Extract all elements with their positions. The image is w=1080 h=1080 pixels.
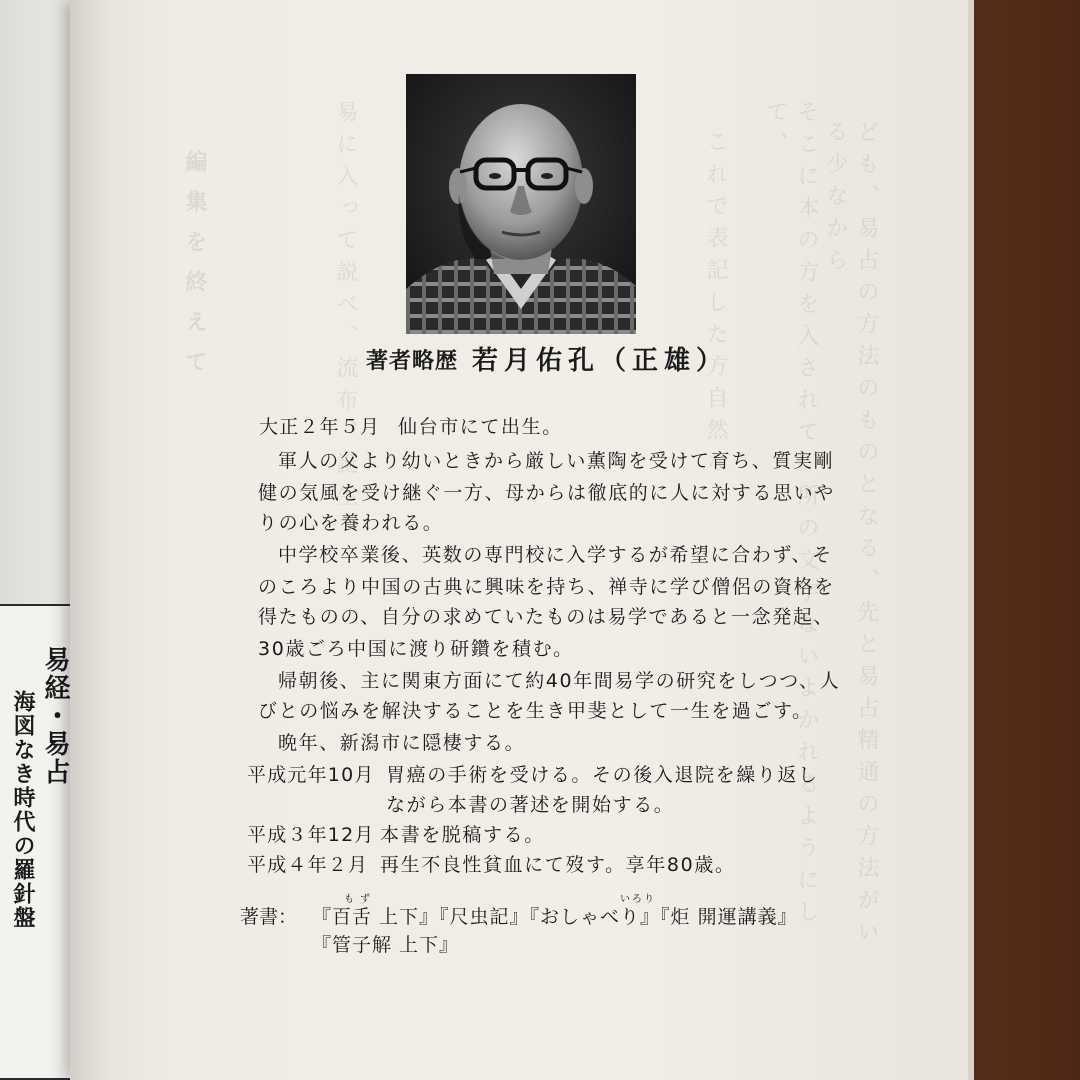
spine-subtitle: 海図なき時代の羅針盤 xyxy=(10,690,35,930)
event-date: 平成３年12月 xyxy=(247,824,375,846)
author-name: 若月佑孔（正雄） xyxy=(472,346,729,376)
event-text: 再生不良性貧血にて歿す。享年80歳。 xyxy=(380,854,736,876)
page-edge xyxy=(968,0,974,1080)
works-list: 『管子解 上下』 xyxy=(312,934,460,956)
birth-text: 仙台市にて出生。 xyxy=(398,416,563,438)
bio-line: 帰朝後、主に関東方面にて約40年間易学の研究をしつつ、人 xyxy=(278,670,841,692)
event-text: 胃癌の手術を受ける。その後入退院を繰り返し xyxy=(386,764,819,786)
page-gutter-shadow xyxy=(70,0,110,1080)
bleed-through-text: ども、易占の方法のものとなる、先と易占精通の方法がいる少なから xyxy=(823,120,879,952)
caption-label: 著者略歴 xyxy=(366,349,459,374)
birth-date: 大正２年５月 xyxy=(259,416,381,438)
author-portrait xyxy=(406,74,636,334)
bio-line: 健の気風を受け継ぐ一方、母からは徹底的に人に対する思いや xyxy=(258,482,835,504)
works-list: 『百舌 上下』『尺虫記』『おしゃべり』『炬 開運講義』 xyxy=(312,906,798,928)
bio-line: のころより中国の古典に興味を持ち、禅寺に学び僧侶の資格を xyxy=(258,576,835,598)
works-label: 著書： xyxy=(240,906,298,928)
bio-line: 得たものの、自分の求めていたものは易学であると一念発起、 xyxy=(258,606,835,628)
bio-line: 晩年、新潟市に隠棲する。 xyxy=(278,732,526,754)
event-date: 平成４年２月 xyxy=(247,854,369,876)
ruby-annotation: もず xyxy=(344,894,376,905)
bio-line: 軍人の父より幼いときから厳しい薫陶を受けて育ち、質実剛 xyxy=(278,450,835,472)
spine-title: 易経・易占 xyxy=(40,646,70,786)
bio-line: 30歳ごろ中国に渡り研鑽を積む。 xyxy=(258,638,574,660)
bleed-through-text: これで表記した方自然な xyxy=(703,130,728,482)
ruby-annotation: いろり xyxy=(620,894,656,905)
event-text: ながら本書の著述を開始する。 xyxy=(386,794,675,816)
event-date: 平成元年10月 xyxy=(247,764,375,786)
bleed-through-text: そこに本の方を入されて、所の文字ないよかれるようにして、 xyxy=(763,100,819,932)
bio-line: りの心を養われる。 xyxy=(258,512,444,534)
bleed-through-text: 易に入って説べ、流布、誕生 xyxy=(333,100,358,516)
bleed-through-text: 編集を終えて xyxy=(182,150,208,390)
bio-line: 中学校卒業後、英数の専門校に入学するが希望に合わず、そ xyxy=(278,544,833,566)
event-text: 本書を脱稿する。 xyxy=(380,824,545,846)
bio-line: びとの悩みを解決することを生き甲斐として一生を過ごす。 xyxy=(258,700,813,722)
